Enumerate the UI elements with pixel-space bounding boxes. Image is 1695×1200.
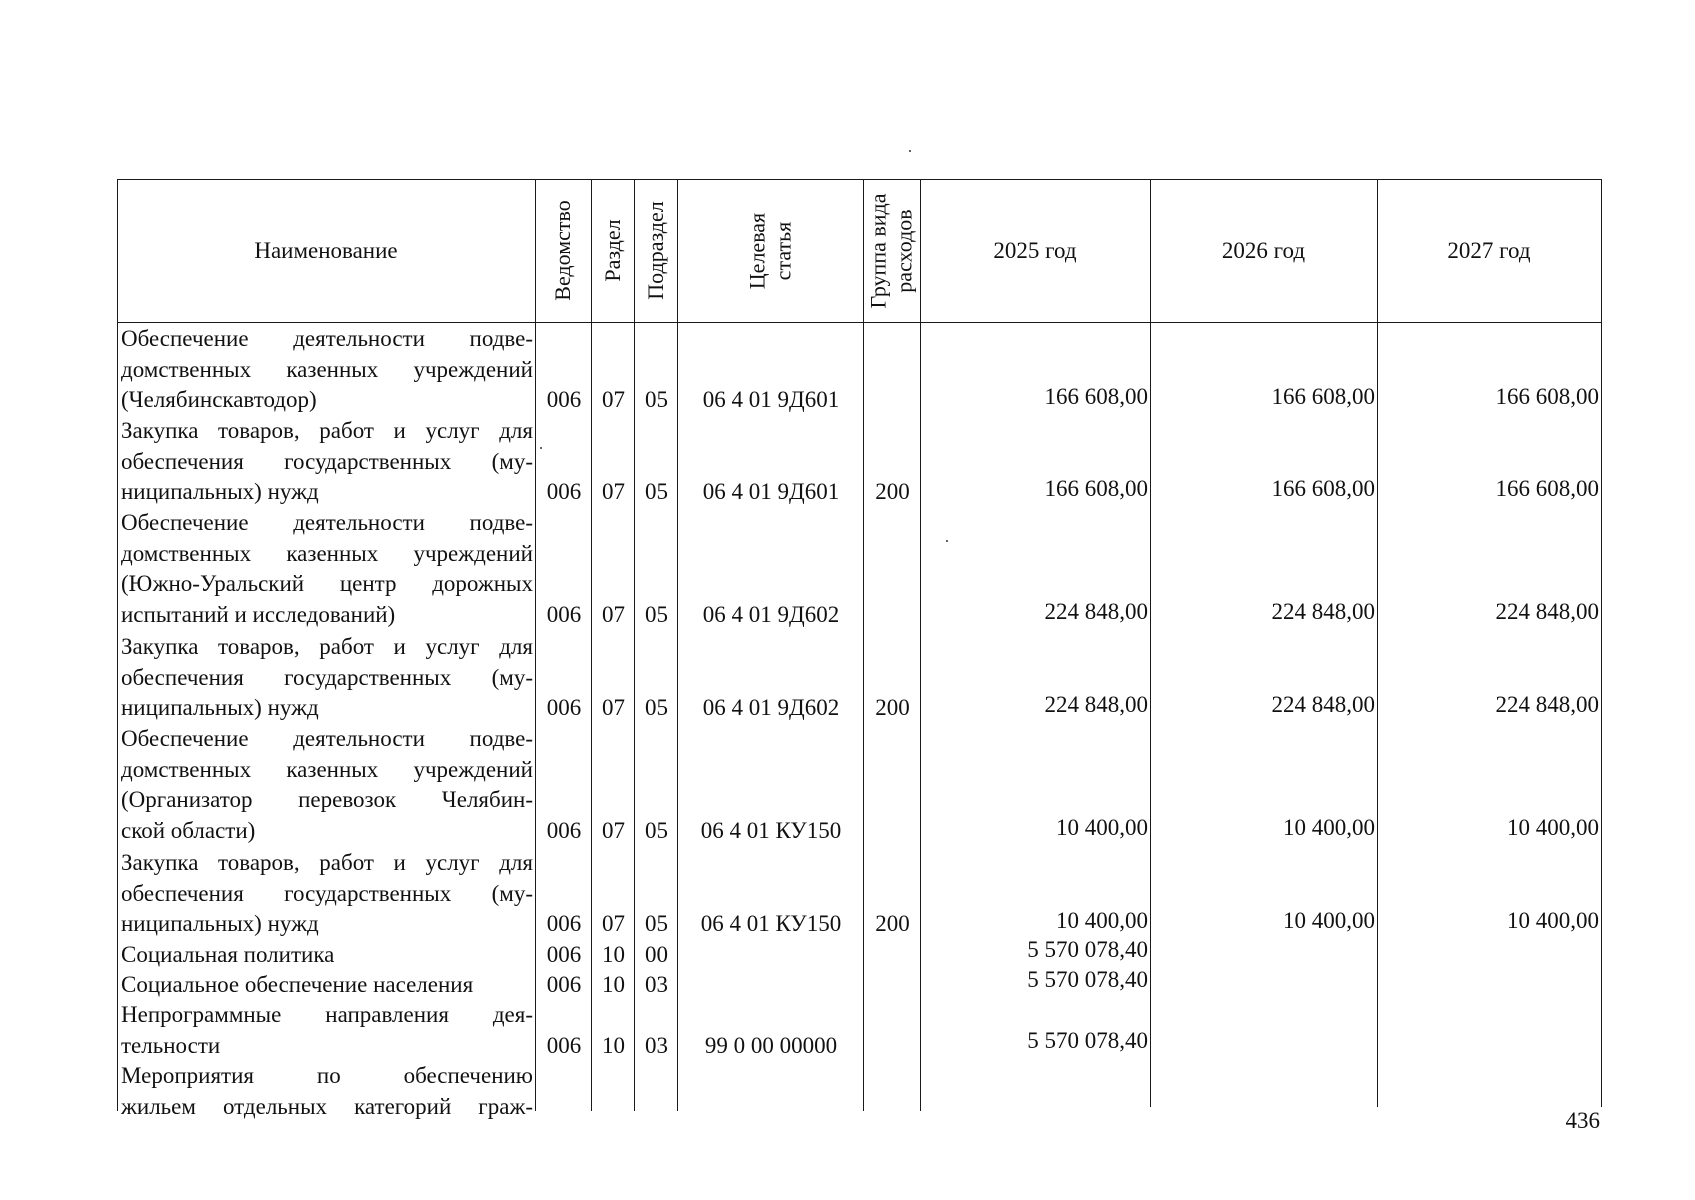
row-razdel: 07 [602, 387, 625, 412]
row-name-line: домственных казенных учреждений [121, 356, 533, 382]
row-podrazdel: 05 [645, 387, 668, 412]
row-name [121, 632, 533, 724]
row-name-line: Закупка товаров, работ и услуг для [121, 850, 533, 875]
row-razdel: 07 [602, 817, 625, 843]
row-year-2025: 10 400,00 [1056, 908, 1148, 933]
row-name-line: Закупка товаров, работ и услуг для [121, 418, 533, 443]
row-cs: 06 4 01 КУ150 [700, 817, 842, 843]
row-razdel: 07 [602, 479, 625, 504]
header-name: Наименование [254, 237, 398, 263]
row-gvr: 200 [875, 695, 910, 720]
row-year-2027: 166 608,00 [1495, 476, 1599, 501]
row-ved: 006 [546, 387, 582, 412]
scan-speck [909, 150, 911, 152]
row-year-2026: 224 848,00 [1271, 598, 1375, 624]
row-year-2027: 166 608,00 [1495, 384, 1599, 409]
row-podrazdel: 03 [645, 1032, 668, 1058]
row-razdel: 10 [602, 1032, 625, 1058]
page-number: 436 [1565, 1108, 1600, 1133]
row-name-line: домственных казенных учреждений [121, 540, 533, 566]
header-2026: 2026 год [1221, 237, 1306, 263]
row-podrazdel: 05 [645, 911, 668, 936]
row-year-2025: 5 570 078,40 [1027, 937, 1148, 962]
row-year-2025: 166 608,00 [1044, 384, 1148, 409]
row-year-2025: 5 570 078,40 [1027, 967, 1148, 992]
row-name-line: Обеспечение деятельности подве- [121, 726, 533, 751]
row-razdel: 10 [602, 942, 625, 967]
row-name-line: (Челябинскавтодор) [121, 387, 317, 412]
row-ved: 006 [546, 942, 582, 967]
header-2025: 2025 год [993, 237, 1077, 263]
row-name [121, 416, 533, 508]
row-name [121, 1000, 533, 1061]
col-border-ved [591, 179, 592, 1111]
row-ved: 006 [546, 911, 582, 936]
row-year-2025: 224 848,00 [1044, 598, 1148, 624]
row-ved: 006 [546, 1032, 582, 1058]
row-name-line: Социальная политика [121, 942, 335, 967]
row-gvr: 200 [875, 911, 910, 936]
header-bottom-border [117, 322, 1601, 323]
row-cs: 99 0 00 00000 [704, 1032, 838, 1058]
row-year-2025: 166 608,00 [1044, 476, 1148, 501]
row-year-2026: 224 848,00 [1271, 692, 1375, 717]
row-cs: 06 4 01 КУ150 [700, 911, 842, 936]
row-name [121, 724, 533, 846]
row-name [121, 970, 533, 1001]
row-podrazdel: 03 [645, 972, 668, 997]
row-year-2026: 166 608,00 [1271, 476, 1375, 501]
row-name-line: обеспечения государственных (му- [121, 664, 533, 690]
row-year-2026: 10 400,00 [1283, 908, 1375, 933]
row-name-line: жильем отдельных категорий граж- [121, 1093, 533, 1119]
header-gruppa-line1: Группа вида [865, 193, 891, 309]
row-name-line: Непрограммные направления дея- [121, 1002, 533, 1027]
scan-speck [540, 447, 542, 449]
row-cs: 06 4 01 9Д601 [702, 387, 840, 412]
header-razdel: Раздел [600, 219, 625, 282]
row-podrazdel: 00 [645, 942, 668, 967]
row-ved: 006 [546, 695, 582, 720]
row-name-line: испытаний и исследований) [121, 601, 396, 627]
row-razdel: 07 [602, 695, 625, 720]
row-podrazdel: 05 [645, 817, 668, 843]
row-ved: 006 [546, 479, 582, 504]
row-ved: 006 [546, 972, 582, 997]
col-border-right [1601, 179, 1602, 1107]
row-name-line: ниципальных) нужд [121, 695, 319, 720]
scan-speck [946, 540, 948, 542]
row-year-2025: 5 570 078,40 [1027, 1027, 1148, 1053]
row-year-2026: 166 608,00 [1271, 384, 1375, 409]
header-celevaya-line2: статья [770, 221, 796, 281]
row-name-line: ской области) [121, 817, 256, 843]
row-name-line: Закупка товаров, работ и услуг для [121, 634, 533, 659]
row-name-line: (Южно-Уральский центр дорожных [121, 571, 533, 596]
row-ved: 006 [546, 817, 582, 843]
header-gruppa-vida [866, 180, 918, 323]
row-name [121, 1061, 533, 1122]
row-name [121, 848, 533, 940]
row-name-line: ниципальных) нужд [121, 479, 319, 504]
row-razdel: 07 [602, 911, 625, 936]
row-podrazdel: 05 [645, 601, 668, 627]
row-year-2027: 224 848,00 [1495, 692, 1599, 717]
header-celevaya-line1: Целевая [744, 212, 770, 290]
col-border-podrazdel [677, 179, 678, 1111]
row-razdel: 10 [602, 972, 625, 997]
col-border-name [535, 179, 536, 1111]
row-name-line: (Организатор перевозок Челябин- [121, 787, 533, 812]
row-name [121, 324, 533, 416]
row-year-2025: 224 848,00 [1044, 692, 1148, 717]
row-year-2027: 10 400,00 [1507, 814, 1599, 840]
row-name-line: обеспечения государственных (му- [121, 880, 533, 906]
row-cs: 06 4 01 9Д602 [702, 601, 840, 627]
row-name-line: Обеспечение деятельности подве- [121, 326, 533, 351]
col-border-razdel [634, 179, 635, 1111]
row-name [121, 940, 533, 971]
row-cs: 06 4 01 9Д602 [702, 695, 840, 720]
header-gruppa-line2: расходов [891, 209, 917, 293]
row-name-line: ниципальных) нужд [121, 911, 319, 936]
header-2027: 2027 год [1447, 237, 1531, 263]
row-name [121, 508, 533, 630]
row-razdel: 07 [602, 601, 625, 627]
row-year-2026: 10 400,00 [1283, 814, 1375, 840]
row-ved: 006 [546, 601, 582, 627]
row-gvr: 200 [875, 479, 910, 504]
row-podrazdel: 05 [645, 479, 668, 504]
row-name-line: Обеспечение деятельности подве- [121, 510, 533, 535]
row-year-2027: 224 848,00 [1495, 598, 1599, 624]
header-podrazdel: Подраздел [643, 201, 668, 300]
row-year-2027: 10 400,00 [1507, 908, 1599, 933]
row-name-line: домственных казенных учреждений [121, 756, 533, 782]
col-border-cs [863, 179, 864, 1111]
row-name-line: обеспечения государственных (му- [121, 448, 533, 474]
row-name-line: тельности [121, 1032, 221, 1058]
header-vedomstvo: Ведомство [550, 200, 575, 301]
row-podrazdel: 05 [645, 695, 668, 720]
header-celevaya-statya [745, 180, 797, 323]
row-cs: 06 4 01 9Д601 [702, 479, 840, 504]
row-name-line: Социальное обеспечение населения [121, 972, 474, 997]
row-year-2025: 10 400,00 [1056, 814, 1148, 840]
row-name-line: Мероприятия по обеспечению [121, 1063, 533, 1088]
